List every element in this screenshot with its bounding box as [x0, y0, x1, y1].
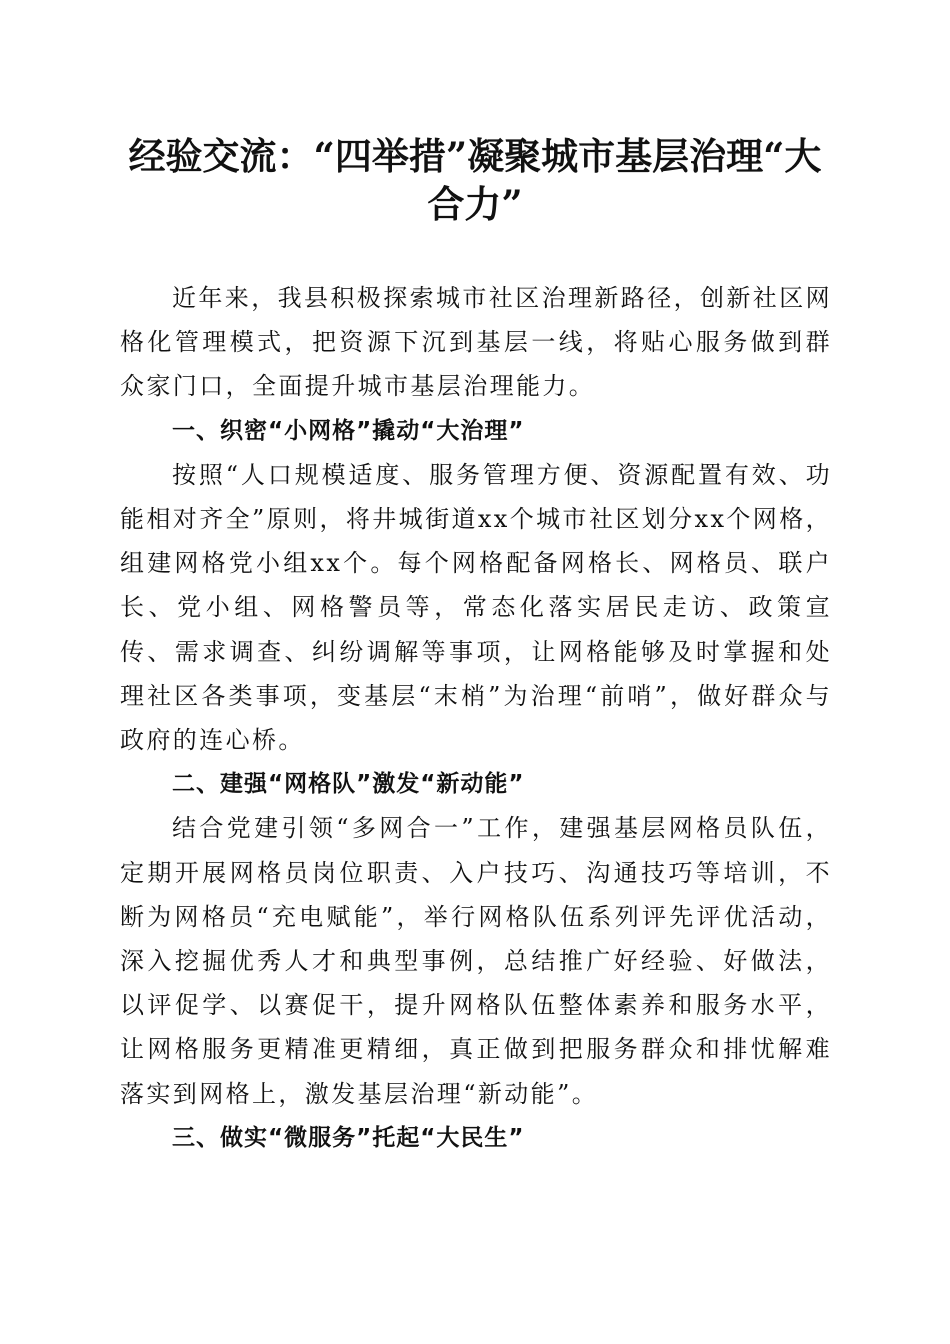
document-body	[120, 276, 832, 1160]
section-1-heading: 一、织密“小网格”撬动“大治理”	[172, 417, 525, 444]
section-1-paragraph: 按照“人口规模适度、服务管理方便、资源配置有效、功能相对齐全”原则，将井城街道xx个城市社区划分xx个网格，组建网格党小组xx个。每个网格配备网格长、网格员、联户长、党小组、网格警员等，常态化落实居民走访、政策宣传、需求调查、纠纷调解等事项，让网格能够及时掌握和处理社区各类事项，变基层“末梢”为治理“前哨”，做好群众与政府的连心桥。	[120, 460, 833, 755]
section-3-heading: 三、做实“微服务”托起“大民生”	[172, 1124, 525, 1151]
document-title	[100, 132, 850, 228]
title-line-1: 经验交流：“四举措”凝聚城市基层治理“大	[128, 134, 822, 178]
section-2-heading: 二、建强“网格队”激发“新动能”	[172, 771, 525, 798]
section-2-paragraph: 结合党建引领“多网合一”工作，建强基层网格员队伍，定期开展网格员岗位职责、入户技巧、沟通技巧等培训，不断为网格员“充电赋能”，举行网格队伍系列评先评优活动，深入挖掘优秀人才和典型事例，总结推广好经验、好做法，以评促学、以赛促干，提升网格队伍整体素养和服务水平，让网格服务更精准更精细，真正做到把服务群众和排忧解难落实到网格上，激发基层治理“新动能”。	[120, 814, 832, 1108]
intro-paragraph: 近年来，我县积极探索城市社区治理新路径，创新社区网格化管理模式，把资源下沉到基层一线，将贴心服务做到群众家门口，全面提升城市基层治理能力。	[120, 284, 832, 401]
title-line-2: 合力”	[427, 182, 523, 226]
